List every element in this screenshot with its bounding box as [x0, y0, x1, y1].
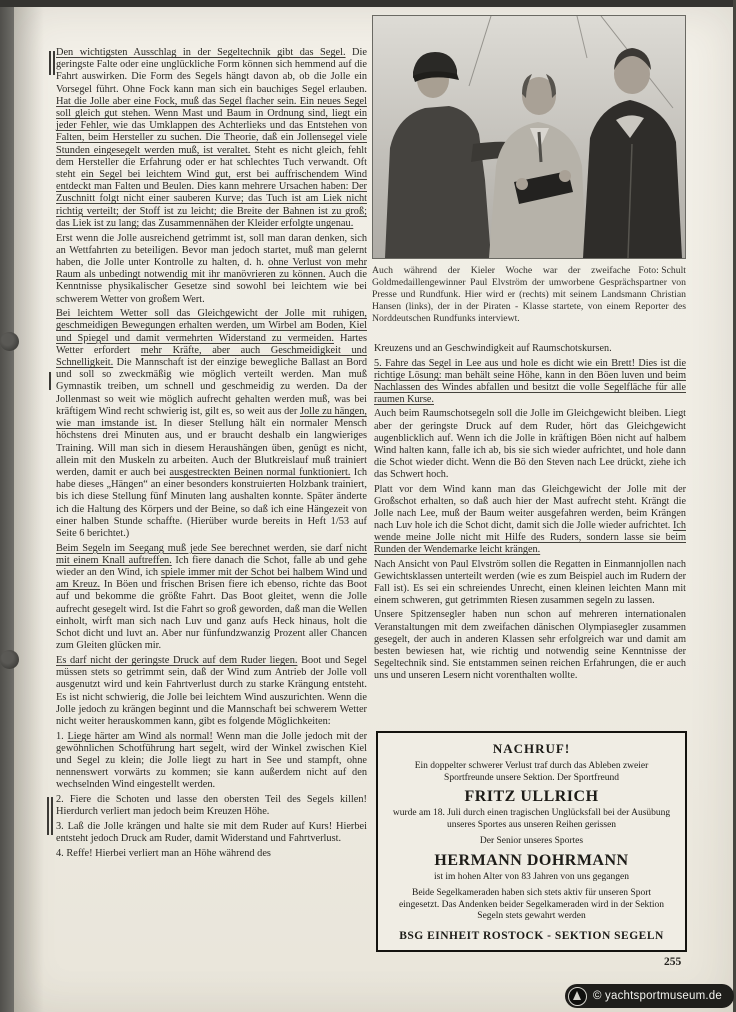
paragraph	[374, 609, 686, 682]
underlined-text: mehr Kräfte, aber auch Geschmeidigkeit und Schnelligkeit.	[56, 344, 367, 369]
obituary-cause: wurde am 18. Juli durch einen tragischen Unglücksfall bei der Ausübung unseres Sportes aus unseren Reihen gerissen	[392, 808, 671, 830]
body-text: Unsere Spitzensegler haben nun schon auf mehreren internationalen Veranstaltungen mit dem zweifachen dänischen Olympiasegler zusammen gesegelt, der auch in anderen Klassen sehr erfolgreich war und damit am besten bewiesen hat, wie richtig und notwendig seine Kenntnisse der Segeltechnik sind. Sie entstammen seinen reichen Erfahrungen, die er auch uns und unseren Lesern nicht vorenthalten wollte.	[374, 609, 686, 681]
left-column	[56, 47, 367, 863]
paragraph	[56, 655, 367, 728]
binding-shadow	[14, 7, 44, 1012]
underlined-text: Es darf nicht der geringste Druck auf dem Ruder liegen.	[56, 654, 298, 666]
obituary-tribute: Beide Segelkameraden haben sich stets aktiv für unseren Sport eingesetzt. Das Andenken beider Segelkameraden wird in der Sektion Segeln stets gewahrt werden	[398, 888, 665, 921]
underlined-text: Bei leichtem Wetter soll das Gleichgewicht der Jolle mit ruhigen, geschmeidigen Bewegungen erhalten werden, um Wirbel am Boden, Kiel und Spiegel und damit vermehrten Widerstand zu vermeiden.	[56, 308, 367, 344]
underlined-text: ohne Verlust von mehr Raum als unbedingt notwendig mit ihr manövrieren zu können.	[56, 256, 368, 281]
body-text: In Böen und frischen Brisen fiere ich ebenso, richte das Boot auf und bekomme die größte Fahrt. Das Boot gleitet, wenn die Jolle aufrecht gesegelt wird. Ist die Fahrt so groß geworden, daß man die Wellen einholt, wirft man sich nach Luv und ganz aufs Heck hinaus, holt die Schot dicht und luvt an. Aber nur fünfundzwanzig Prozent aller Chancen zum Gleiten glücken mir.	[56, 579, 368, 652]
obituary-name-fritz-ullrich: FRITZ ULLRICH	[464, 788, 599, 805]
body-text: 2. Fiere die Schoten und lasse den obersten Teil des Segels killen! Hierdurch verliert man jedoch beim Kreuzen Höhe.	[56, 794, 367, 818]
interview-photo	[372, 15, 686, 259]
page-number: 255	[664, 956, 682, 968]
body-text: Auch beim Raumschotsegeln soll die Jolle im Gleichgewicht bleiben. Liegt aber der geringste Druck auf dem Ruder, hört das Gleichgewicht augenblicklich auf. Wenn ich die Jolle in kräftigen Böen nicht auf halbem Wind halten kann, falle ich ab, bis sie sich wieder aufrichtet, und hole dann die Schot wieder dicht. Wenn die Bö den Steven nach Lee drückt, ziehe ich das Schwert hoch.	[374, 408, 686, 480]
body-text: In dieser Stellung hält ein normaler Mensch höchstens drei Minuten aus, und er braucht deshalb ein langwieriges Training. Will man sich in diesem Heraushängen üben, genügt es nicht, allein mit den Muskeln zu arbeiten. Auch der Blutkreislauf muß trainiert werden, damit er auch bei	[56, 418, 367, 478]
obituary-organisation: BSG EINHEIT ROSTOCK - SEKTION SEGELN	[399, 929, 664, 942]
museum-logo-icon	[568, 987, 587, 1006]
margin-mark	[49, 51, 51, 75]
underlined-text: ein Segel bei leichtem Wind gut, erst bei auffrischendem Wind entdeckt man Falten und Beulen. Dies kann mehrere Ursachen haben: Der Zuschnitt folgt nicht einer sauberen Kurve; das Tuch ist am Liek nicht richtig verteilt; der Stoff ist zu leicht; die Breite der Bahnen ist zu groß; das Liek ist zu lang; das Zusammennähen der Kleider erfolgte ungenau.	[56, 169, 368, 229]
magazine-page	[14, 7, 733, 1012]
paragraph	[56, 233, 367, 306]
punch-hole	[0, 332, 19, 351]
watermark	[565, 984, 734, 1008]
photo-credit: Foto: Schult	[638, 265, 686, 276]
body-text: 1.	[56, 730, 68, 742]
body-text: Wenn man die Jolle jedoch mit der gewöhnlichen Schotführung hart segelt, wird der Winkel zwischen Kiel und Segel zu klein; die Jolle liegt zu hart in See und stampft, ohne nennenswert vorwärts zu kommen; sie kann außerdem nicht auf den wechselnden Wind eingestellt werden.	[56, 730, 368, 791]
underlined-text: Den wichtigsten Ausschlag in der Segeltechnik gibt das Segel.	[56, 47, 346, 58]
body-text: Boot und Segel müssen stets so getrimmt sein, daß der Wind zum Antrieb der Jolle voll ausgenutzt wird und kein Fahrtverlust durch zu starke Krängung entsteht. Es ist nicht schwierig, die Jolle bei leichtem Wind auszurichten. Wenn die Jolle jedoch zu krängen beginnt und die Mannschaft bei schwerem Wetter nicht weiter herauskommen kann, gibt es folgende Möglichkeiten:	[56, 654, 368, 727]
photo-caption	[372, 265, 686, 325]
obituary-age-line: ist im hohen Alter von 83 Jahren von uns gegangen	[434, 871, 629, 882]
paragraph	[56, 848, 367, 860]
scan-left-edge	[0, 0, 14, 1012]
scan-top-edge	[0, 0, 736, 7]
margin-mark	[53, 51, 55, 75]
paragraph	[56, 821, 367, 845]
paragraph	[56, 47, 367, 230]
obituary-box	[376, 731, 687, 952]
body-text: 4. Reffe! Hierbei verliert man an Höhe während des	[56, 848, 271, 859]
body-text: Erst wenn die Jolle ausreichend getrimmt ist, soll man daran denken, sich an Wettfahrten zu beteiligen. Bevor man jedoch startet, muß man gelernt haben, die Jolle unter Kontrolle zu halten, d. h.	[56, 232, 367, 268]
paragraph	[374, 484, 686, 557]
underlined-text: 5. Fahre das Segel in Lee aus und hole es dicht wie ein Brett! Dies ist die richtige Lösung: man behält seine Höhe, kann in den Böen luven und beim Nachlassen des Windes abfallen und besitzt die volle Segelfläche für alle raumen Kurse.	[374, 357, 686, 405]
paragraph	[374, 358, 686, 406]
watermark-text: © yachtsportmuseum.de	[592, 990, 722, 1002]
underlined-text: spiele immer mit der Schot bei halbem Wind und am Kreuz.	[56, 567, 367, 591]
margin-mark	[51, 797, 53, 835]
body-text: 3. Laß die Jolle krängen und halte sie mit dem Ruder auf Kurs! Hierbei entsteht jedoch Druck am Ruder, damit Widerstand und Fahrtverlust.	[56, 821, 367, 845]
underlined-text: Hat die Jolle aber eine Fock, muß das Segel flacher sein. Ein neues Segel soll gleich gut stehen. Wenn Mast und Baum in Ordnung sind, liegt ein jeder Fehler, wie das Umklappen des Achterlieks und das Entstehen von Falten, beim Hersteller zu suchen. Die Theorie, daß ein Jollensegel viele Stunden eingesegelt werden muß, ist veraltet.	[56, 95, 367, 156]
underlined-text: Jolle zu hängen, wie man imstande ist.	[56, 405, 367, 430]
body-text: Hartes Wetter erfordert	[56, 332, 367, 356]
obituary-intro: Ein doppelter schwerer Verlust traf durch das Ableben zweier Sportfreunde unsere Sektion. Der Sportfreund	[414, 761, 649, 783]
paragraph	[56, 731, 367, 792]
margin-mark	[47, 797, 49, 835]
obituary-name-hermann-dohrmann: HERMANN DOHRMANN	[434, 851, 629, 869]
paragraph	[374, 408, 686, 481]
paragraph	[374, 343, 686, 355]
interview-photo-illustration	[373, 16, 685, 258]
underlined-text: ausgestreckten Beinen normal funktioniert.	[169, 466, 351, 478]
obituary-title: NACHRUF!	[492, 741, 571, 756]
punch-hole	[0, 650, 19, 669]
underlined-text: Ich wende meine Jolle nicht mit Hilfe des Ruders, sondern lasse sie beim Runden der Wendemarke leicht krängen.	[374, 519, 686, 555]
paragraph	[374, 559, 686, 607]
body-text: Nach Ansicht von Paul Elvström sollen die Regatten in Einmannjollen nach Gewichtsklassen unterteilt werden (wie es zum Beispiel auch im Rudern der Fall ist). Es sei ein schreiendes Unrecht, einen kleinen leichten Mann mit einem schweren, gut getrimmten Riesen zusammen segeln zu lassen.	[374, 558, 686, 606]
right-column	[374, 343, 686, 685]
paragraph	[56, 308, 367, 540]
body-text: Steht es nicht gleich, fehlt dem Hersteller die Erfahrung oder er hat schlechtes Tuch verwandt. Oft steht	[56, 144, 367, 181]
body-text: Kreuzens und an Geschwindigkeit auf Raumschotskursen.	[374, 343, 612, 354]
paragraph	[56, 543, 367, 653]
body-text: Platt vor dem Wind kann man das Gleichgewicht der Jolle mit der Großschot erhalten, so daß auch hier der Mast aufrecht steht. Krängt die Jolle nach Lee, muß der Baum weiter ausgefahren werden, beim Krängen nach Luv hole ich die Schot dicht, damit sich die Jolle wieder aufrichtet.	[374, 483, 686, 531]
paragraph	[56, 794, 367, 818]
body-text: Ich habe dieses „Hängen“ an einer besonders konstruierten Holzbank trainiert, bis ich diese Stellung fünf Minuten lang aushalten konnte. Später änderte ich die Haltung des Körpers und der Beine, so daß ich eine Hängezeit von einer halben Stunde schaffte. (Hierüber wurde bereits in Heft 1/53 auf Seite 6 berichtet.)	[56, 466, 367, 539]
body-text: Ich fiere danach die Schot, falle ab und gehe wieder an den Wind, ich	[56, 554, 367, 579]
body-text: Die geringste Falte oder eine unglückliche Form können sich hemmend auf die Fahrt auswirken. Die Form des Segels hängt davon ab, ob die Jolle ein Vorsegel führt. Ohne Fock kann man sich ein bauchiges Segel erlauben.	[56, 47, 367, 95]
margin-mark	[49, 372, 51, 390]
body-text: Auch die Kenntnisse physikalischer Gesetze sind sowohl bei leichtem wie bei schwerem Wetter von großem Wert.	[56, 269, 367, 305]
underlined-text: Beim Segeln im Seegang muß jede See berechnet werden, sie darf nicht mit einem Knall auftreffen.	[56, 542, 367, 566]
photo-caption-text: Auch während der Kieler Woche war der zweifache Goldmedaillengewinner Paul Elvström der umworbene Gesprächspartner von Presse und Rundfunk. Hier wird er (rechts) mit seinem Landsmann Christian Hansen (links), der in der Piraten - Klasse startete, von einem Reporter des Norddeutschen Rundfunks interviewt.	[372, 265, 686, 324]
body-text: Die Mannschaft ist der einzige bewegliche Ballast an Bord und soll so zweckmäßig wie möglich verteilt werden. Man muß Gymnastik treiben, um schnell und geschmeidig zu werden. Da der Jollenmast so weit wie möglich aufrecht gehalten werden muß, was bei kräftigem Wind recht schwierig ist, gilt es, so weit aus der	[56, 357, 367, 417]
obituary-senior-line: Der Senior unseres Sportes	[479, 836, 584, 846]
underlined-text: Liege härter am Wind als normal!	[67, 730, 213, 742]
